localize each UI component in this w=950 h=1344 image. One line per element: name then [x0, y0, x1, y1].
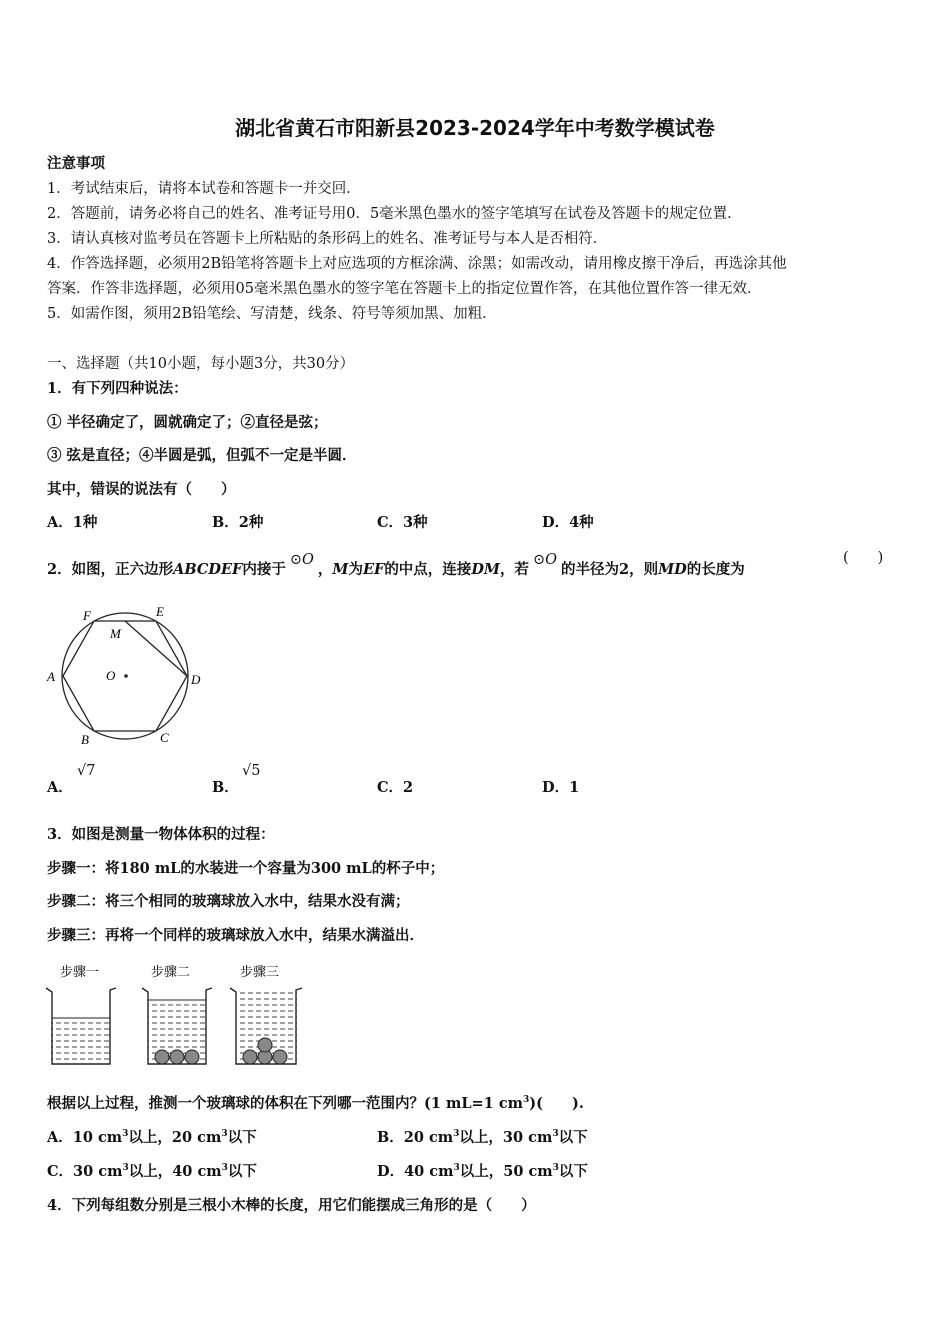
- q3-step3: 步骤三：再将一个同样的玻璃球放入水中，结果水满溢出．: [47, 927, 424, 944]
- notice-item: 2．答题前，请务必将自己的姓名、准考证号用0．5毫米黑色墨水的签字笔填写在试卷及答题卡的规定位置．: [47, 206, 742, 222]
- center-point: [124, 674, 128, 678]
- q1-line1: ① 半径确定了，圆就确定了；②直径是弦；: [47, 414, 328, 431]
- notice-heading: 注意事项: [47, 155, 105, 172]
- fig-label-step3: 步骤三: [240, 964, 280, 979]
- notice-item: 3．请认真核对监考员在答题卡上所粘贴的条形码上的姓名、准考证号与本人是否相符．: [47, 231, 608, 247]
- q3-step1: 步骤一：将180 mL的水装进一个容量为300 mL的杯子中；: [47, 860, 445, 877]
- q1-option-c: C．3种: [377, 514, 428, 531]
- q1-option-a: A．1种: [47, 514, 98, 531]
- page-title: 湖北省黄石市阳新县2023-2024学年中考数学模试卷: [235, 116, 715, 140]
- q3-ask: 根据以上过程，推测一个玻璃球的体积在下列哪一范围内？(1 mL=1 $cm^3$)( ).: [47, 1095, 584, 1112]
- label-e: E: [156, 604, 164, 619]
- label-m: M: [110, 626, 121, 641]
- label-b: B: [81, 732, 89, 747]
- section-heading: 一、选择题（共10小题，每小题3分，共30分）: [47, 356, 355, 372]
- q2-option-a-value: √7: [77, 763, 96, 779]
- q3-option-c: C．30 $cm^3$以上，40 $cm^3$以下: [47, 1163, 257, 1180]
- label-a: A: [47, 669, 55, 684]
- label-d: D: [191, 672, 201, 687]
- notice-item: 1．考试结束后，请将本试卷和答题卡一并交回．: [47, 181, 361, 197]
- q1-stem: 1．有下列四种说法：: [47, 380, 188, 397]
- q2-option-a: A．: [47, 779, 73, 796]
- beaker-2: [142, 988, 212, 1064]
- q2-option-b: B．: [212, 779, 239, 796]
- beaker-1: [46, 988, 116, 1064]
- q3-step2: 步骤二：将三个相同的玻璃球放入水中，结果水没有满；: [47, 893, 410, 910]
- notice-item: 答案．作答非选择题，必须用05毫米黑色墨水的签字笔在答题卡上的指定位置作答，在其他位置作答一律无效．: [47, 281, 762, 297]
- q2-option-c: C．2: [377, 779, 414, 796]
- segment-dm: [125, 621, 187, 676]
- beaker-3: [230, 988, 302, 1064]
- notice-item: 4．作答选择题，必须用2B铅笔将答题卡上对应选项的方框涂满、涂黑；如需改动，请用橡皮擦干净后，再选涂其他: [47, 256, 787, 272]
- q2-option-b-value: √5: [242, 763, 261, 779]
- hexagon-figure: [40, 600, 210, 750]
- fig-label-step1: 步骤一: [60, 964, 100, 979]
- label-f: F: [83, 608, 91, 623]
- fig-label-step2: 步骤二: [151, 964, 191, 979]
- label-c: C: [160, 730, 169, 745]
- q4-stem: 4．下列每组数分别是三根小木棒的长度，用它们能摆成三角形的是（ ）: [47, 1197, 536, 1214]
- q1-line2: ③ 弦是直径；④半圆是弧，但弧不一定是半圆．: [47, 447, 357, 464]
- q1-option-d: D．4种: [542, 514, 594, 531]
- q2-stem: 2．如图，正六边形ABCDEF内接于⊙O，M为EF的中点，连接DM，若⊙O的半径为2，则MD的长度为: [47, 552, 745, 578]
- q3-stem: 3．如图是测量一物体体积的过程：: [47, 826, 275, 843]
- q3-option-a: A．10 $cm^3$以上，20 $cm^3$以下: [47, 1129, 257, 1146]
- q3-option-d: D．40 $cm^3$以上，50 $cm^3$以下: [377, 1163, 588, 1180]
- q3-option-b: B．20 $cm^3$以上，30 $cm^3$以下: [377, 1129, 588, 1146]
- q2-paren: ( ): [843, 550, 884, 566]
- q1-option-b: B．2种: [212, 514, 264, 531]
- label-o: O: [106, 668, 116, 683]
- q1-ask: 其中，错误的说法有（ ）: [47, 481, 236, 498]
- notice-item: 5．如需作图，须用2B铅笔绘、写清楚，线条、符号等须加黑、加粗．: [47, 306, 497, 322]
- q2-option-d: D．1: [542, 779, 580, 796]
- beaker-figure: [40, 960, 310, 1072]
